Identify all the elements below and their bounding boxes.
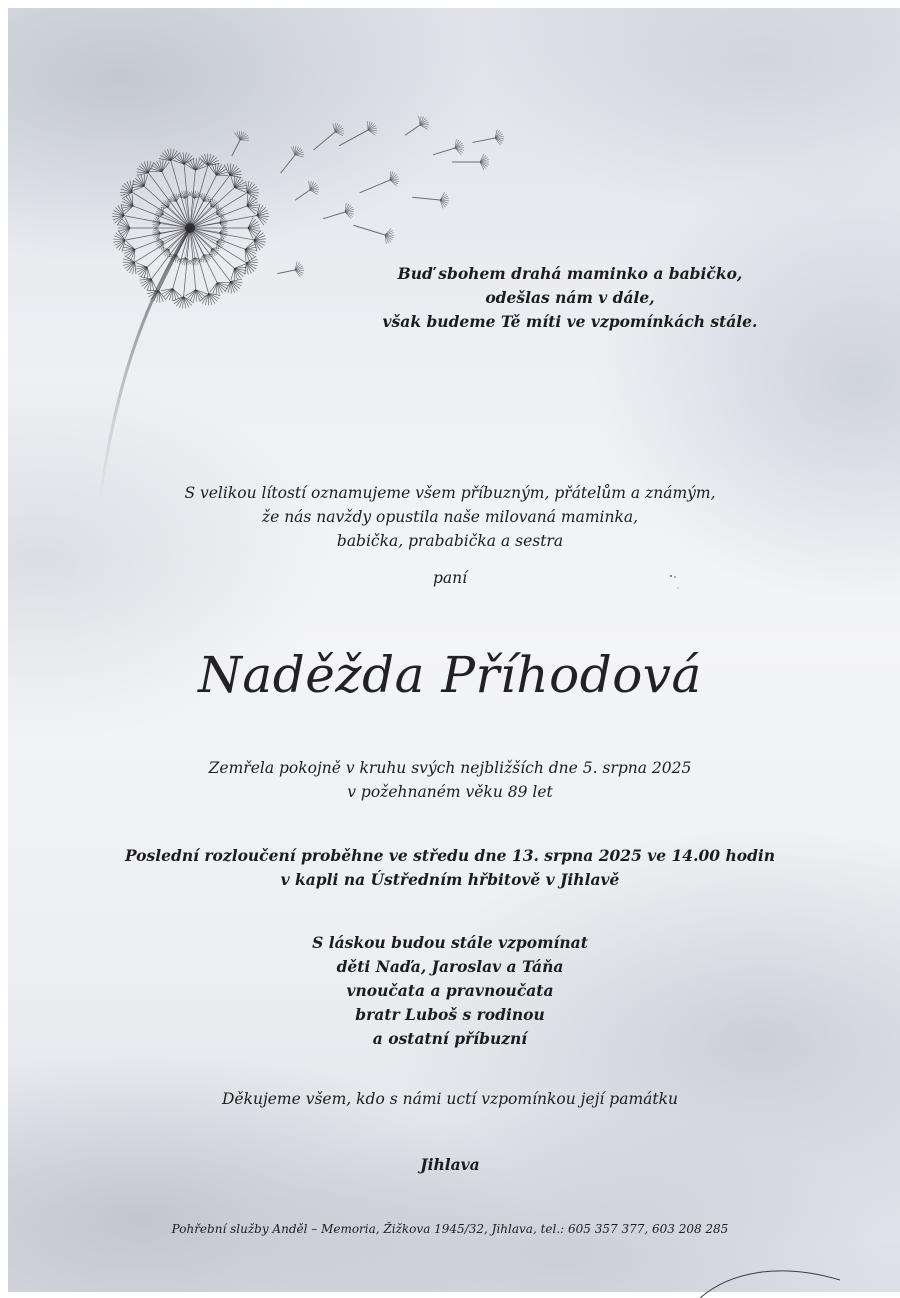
farewell-poem xyxy=(340,262,800,334)
announcement-line: S velikou lítostí oznamujeme všem příbuzným, přátelům a známým, xyxy=(184,484,716,502)
scan-edge-left xyxy=(0,0,8,1298)
announcement-line: babička, prababička a sestra xyxy=(336,532,564,550)
farewell-line: Poslední rozloučení proběhne ve středu dne 13. srpna 2025 ve 14.00 hodin xyxy=(124,846,776,865)
poem-line: Buď sbohem drahá maminko a babičko, xyxy=(397,264,743,283)
thanks-note: Děkujeme všem, kdo s námi uctí vzpomínkou její památku xyxy=(221,1090,679,1108)
decorative-curve xyxy=(700,1262,840,1298)
mourners-line: S láskou budou stále vzpomínat xyxy=(312,933,588,952)
mourners-list xyxy=(200,931,700,1051)
flying-seeds xyxy=(232,116,504,277)
mourners-line: bratr Luboš s rodinou xyxy=(355,1005,545,1024)
announcement-line: že nás navždy opustila naše milovaná maminka, xyxy=(261,508,639,526)
death-notice-line: v požehnaném věku 89 let xyxy=(347,783,553,801)
title-prefix: paní xyxy=(432,569,468,587)
farewell-line: v kapli na Ústředním hřbitově v Jihlavě xyxy=(280,870,620,889)
poem-line: však budeme Tě míti ve vzpomínkách stále. xyxy=(382,312,758,331)
mourners-line: děti Naďa, Jaroslav a Táňa xyxy=(336,957,564,976)
mourners-line: a ostatní příbuzní xyxy=(372,1029,528,1048)
funeral-service-footer: Pohřební služby Anděl – Memoria, Žižkova 1945/32, Jihlava, tel.: 605 357 377, 603 208 285 xyxy=(171,1222,729,1236)
announcement xyxy=(120,481,780,553)
scan-edge-top xyxy=(0,0,900,8)
poem-line: odešlas nám v dále, xyxy=(485,288,655,307)
death-notice-line: Zemřela pokojně v kruhu svých nejbližších dne 5. srpna 2025 xyxy=(208,759,692,777)
deceased-name: Naděžda Příhodová xyxy=(198,646,702,704)
death-notice xyxy=(100,756,800,804)
dust-mark xyxy=(668,572,682,592)
dandelion-head xyxy=(112,149,269,309)
farewell-ceremony xyxy=(80,844,820,892)
mourners-line: vnoučata a pravnoučata xyxy=(346,981,554,1000)
city: Jihlava xyxy=(420,1155,480,1174)
